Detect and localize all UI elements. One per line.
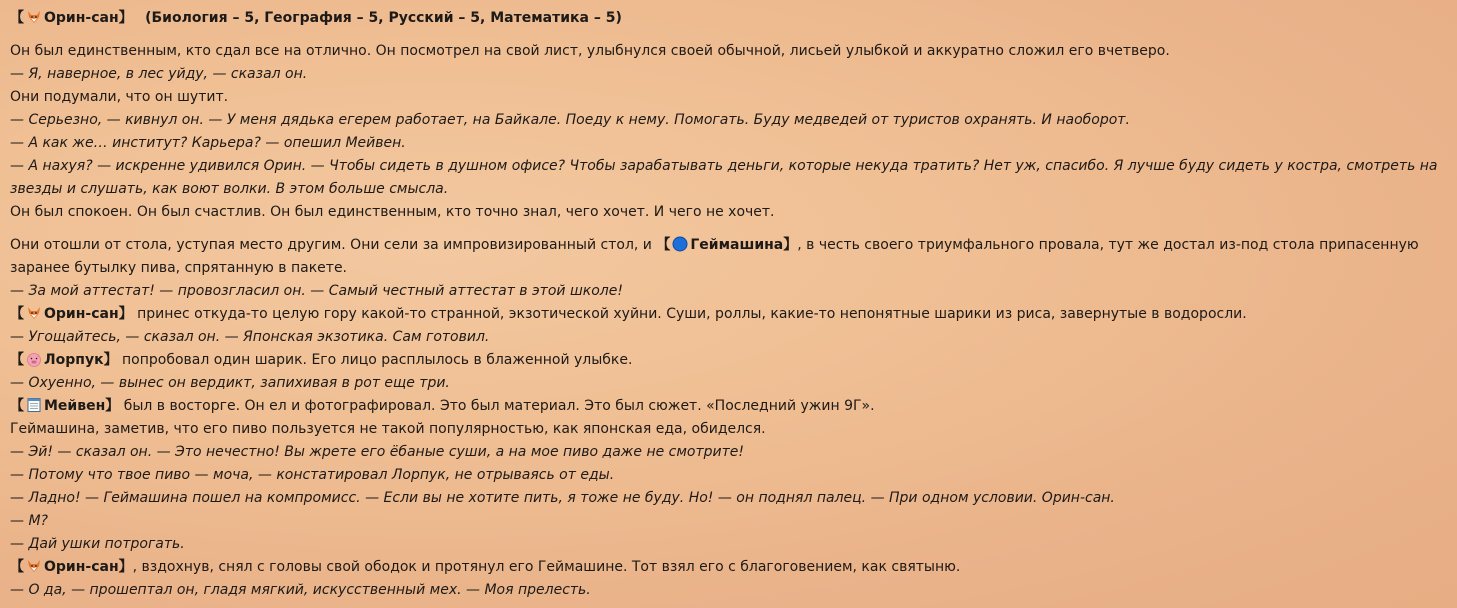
speaker-name: Орин-сан: [44, 10, 119, 26]
narration: 【 Лорпук】 попробовал один шарик. Его лицо расплылось в блаженной улыбке.: [10, 352, 633, 368]
fox-icon: [26, 305, 42, 321]
notebook-icon: [26, 397, 42, 413]
speaker-name: Геймашина: [690, 237, 784, 253]
pig-icon: [26, 351, 42, 367]
bracket-open: 【: [10, 10, 24, 26]
dialogue: — Охуенно, — вынес он вердикт, запихивая в рот еще три.: [10, 375, 450, 391]
dialogue: — А как же… институт? Карьера? — опешил Мейвен.: [10, 135, 406, 151]
narration: Он был спокоен. Он был счастлив. Он был единственным, кто точно знал, чего хочет. И чего не хочет.: [10, 204, 775, 220]
speaker-name: Орин-сан: [44, 306, 119, 322]
dialogue: — Я, наверное, в лес уйду, — сказал он.: [10, 66, 308, 82]
narration: Они отошли от стола, уступая место другим. Они сели за импровизированный стол, и 【 Геймашина】, в честь своего триумфального провала, тут же достал из-под стола припасенную заранее бутылку пива, спрятанную в пакете.: [10, 237, 1419, 276]
speaker-name: Мейвен: [44, 398, 106, 414]
narration: Геймашина, заметив, что его пиво пользуется не такой популярностью, как японская еда, обиделся.: [10, 421, 766, 437]
grades-text: (Биология – 5, География – 5, Русский – 5, Математика – 5): [145, 10, 622, 26]
dialogue: — Потому что твое пиво — моча, — констатировал Лорпук, не отрываясь от еды.: [10, 467, 615, 483]
speaker-name: Лорпук: [44, 352, 104, 368]
fox-icon: [26, 9, 42, 25]
grades-line: 【 Орин-сан】 (Биология – 5, География – 5, Русский – 5, Математика – 5): [10, 10, 622, 26]
blue-circle-icon: [672, 236, 688, 252]
speaker-name: Орин-сан: [44, 559, 119, 575]
dialogue: — Серьезно, — кивнул он. — У меня дядька егерем работает, на Байкале. Поеду к нему. Помогать. Буду медведей от туристов охранять. И наоборот.: [10, 112, 1130, 128]
dialogue: — Угощайтесь, — сказал он. — Японская экзотика. Сам готовил.: [10, 329, 490, 345]
narration: Они подумали, что он шутит.: [10, 89, 229, 105]
narration: Он был единственным, кто сдал все на отлично. Он посмотрел на свой лист, улыбнулся своей обычной, лисьей улыбкой и аккуратно сложил его вчетверо.: [10, 43, 1170, 59]
narration: 【 Орин-сан】 принес откуда-то целую гору какой-то странной, экзотической хуйни. Суши, роллы, какие-то непонятные шарики из риса, завернутые в водоросли.: [10, 306, 1247, 322]
narration: 【 Орин-сан】, вздохнув, снял с головы свой ободок и протянул его Геймашине. Тот взял его с благоговением, как святыню.: [10, 559, 961, 575]
dialogue: — Ладно! — Геймашина пошел на компромисс. — Если вы не хотите пить, я тоже не буду. Но! — он поднял палец. — При одном условии. Орин-сан.: [10, 490, 1115, 506]
dialogue: — За мой аттестат! — провозгласил он. — Самый честный аттестат в этой школе!: [10, 283, 623, 299]
dialogue: — Дай ушки потрогать.: [10, 536, 185, 552]
dialogue: — О да, — прошептал он, гладя мягкий, искусственный мех. — Моя прелесть.: [10, 582, 591, 598]
dialogue: — М?: [10, 513, 48, 529]
narration: 【 Мейвен】 был в восторге. Он ел и фотографировал. Это был материал. Это был сюжет. «Последний ужин 9Г».: [10, 398, 875, 414]
fox-icon: [26, 558, 42, 574]
dialogue: — А нахуя? — искренне удивился Орин. — Чтобы сидеть в душном офисе? Чтобы зарабатывать деньги, которые некуда тратить? Нет уж, спасибо. Я лучше буду сидеть у костра, смотреть на звезды и слушать, как воют волки. В этом больше смысла.: [10, 158, 1438, 197]
dialogue: — Эй! — сказал он. — Это нечестно! Вы жрете его ёбаные суши, а на мое пиво даже не смотрите!: [10, 444, 745, 460]
